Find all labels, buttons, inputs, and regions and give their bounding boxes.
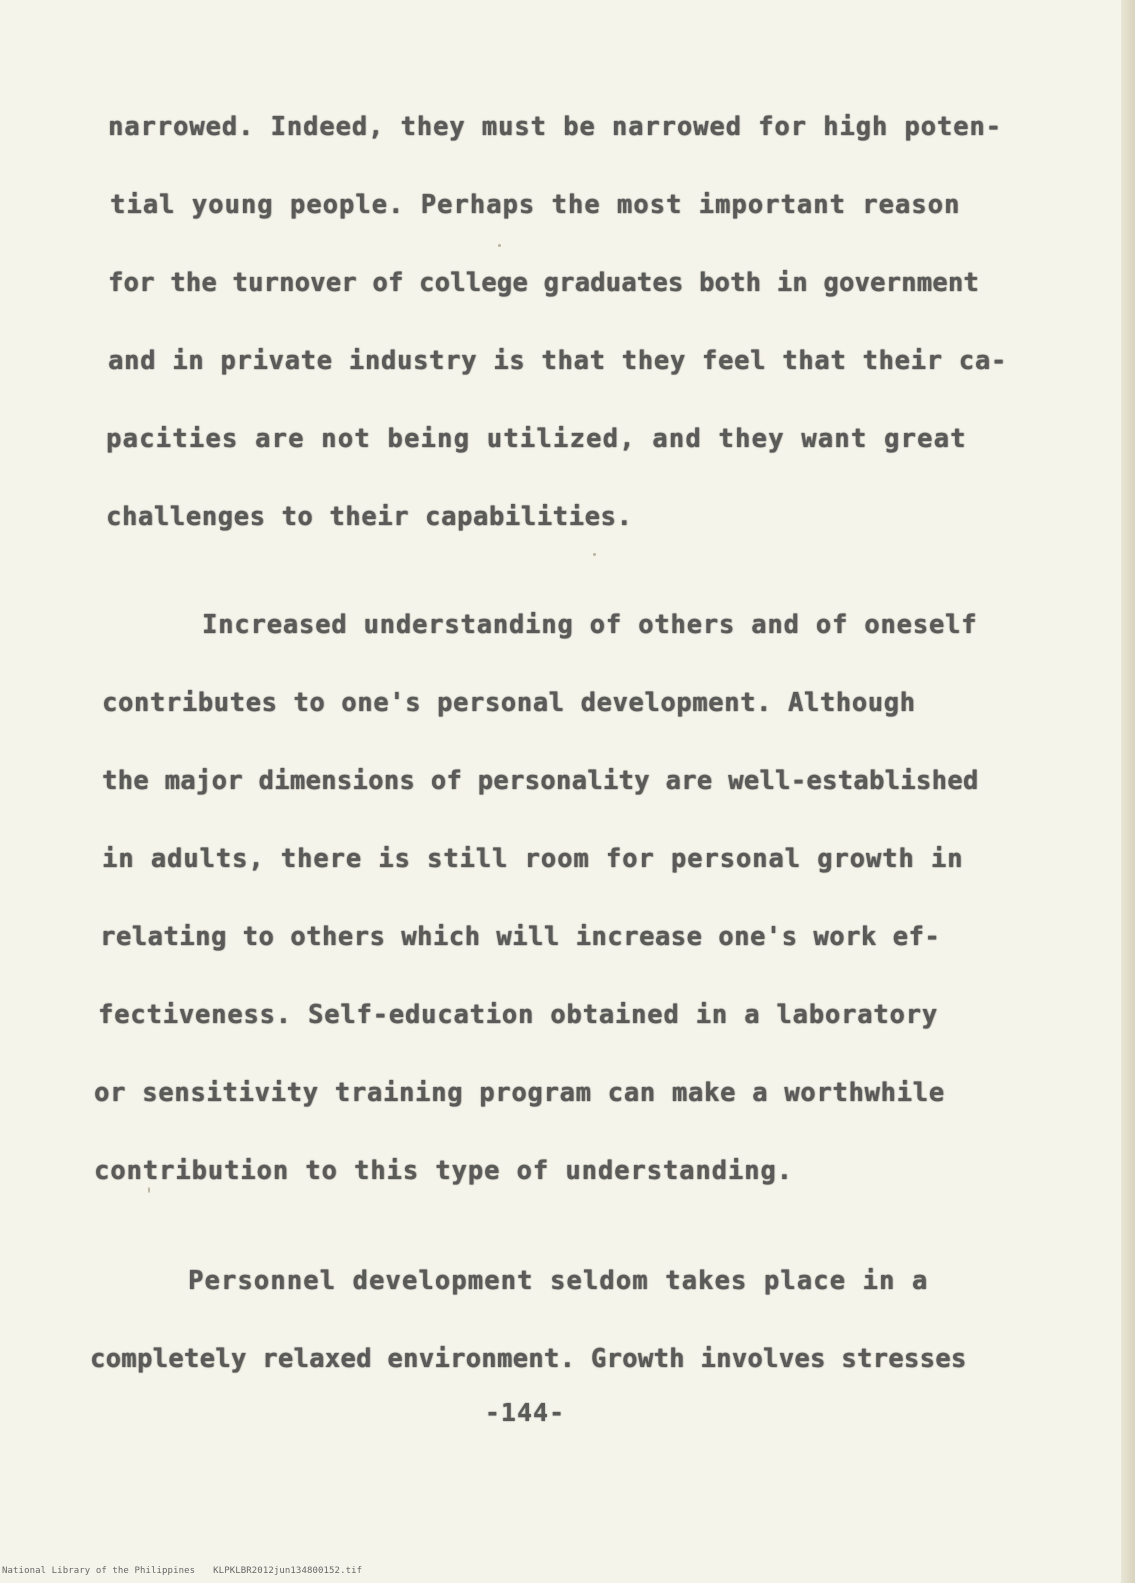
text-line-4: and in private industry is that they feel that their ca- <box>108 346 1007 376</box>
text-line-7: Increased understanding of others and of oneself <box>202 610 978 640</box>
text-line-1: narrowed. Indeed, they must be narrowed for high poten- <box>108 112 1002 142</box>
text-line-6: challenges to their capabilities. <box>106 502 633 532</box>
text-line-16: completely relaxed environment. Growth involves stresses <box>90 1344 967 1374</box>
scan-speck <box>148 1187 150 1193</box>
text-line-8: contributes to one's personal development. Although <box>102 688 916 718</box>
footer-filename: KLPKLBR2012jun134800152.tif <box>213 1566 363 1576</box>
text-line-13: or sensitivity training program can make a worthwhile <box>94 1078 945 1108</box>
text-line-14: contribution to this type of understanding. <box>94 1156 793 1186</box>
text-line-10: in adults, there is still room for personal growth in <box>102 844 964 874</box>
text-line-11: relating to others which will increase one's work ef- <box>100 922 941 952</box>
text-line-2: tial young people. Perhaps the most important reason <box>110 190 961 220</box>
text-line-5: pacities are not being utilized, and they want great <box>106 424 967 454</box>
text-line-15: Personnel development seldom takes place in a <box>188 1266 929 1296</box>
scan-speck <box>593 553 596 556</box>
footer-library: National Library of the Philippines <box>2 1566 196 1576</box>
page-number: -144- <box>484 1398 566 1427</box>
text-line-3: for the turnover of college graduates both in government <box>108 268 979 298</box>
text-line-9: the major dimensions of personality are well-established <box>102 766 979 796</box>
scan-footer <box>2 1566 380 1576</box>
text-line-12: fectiveness. Self-education obtained in a laboratory <box>98 1000 938 1030</box>
scan-speck <box>498 244 501 247</box>
